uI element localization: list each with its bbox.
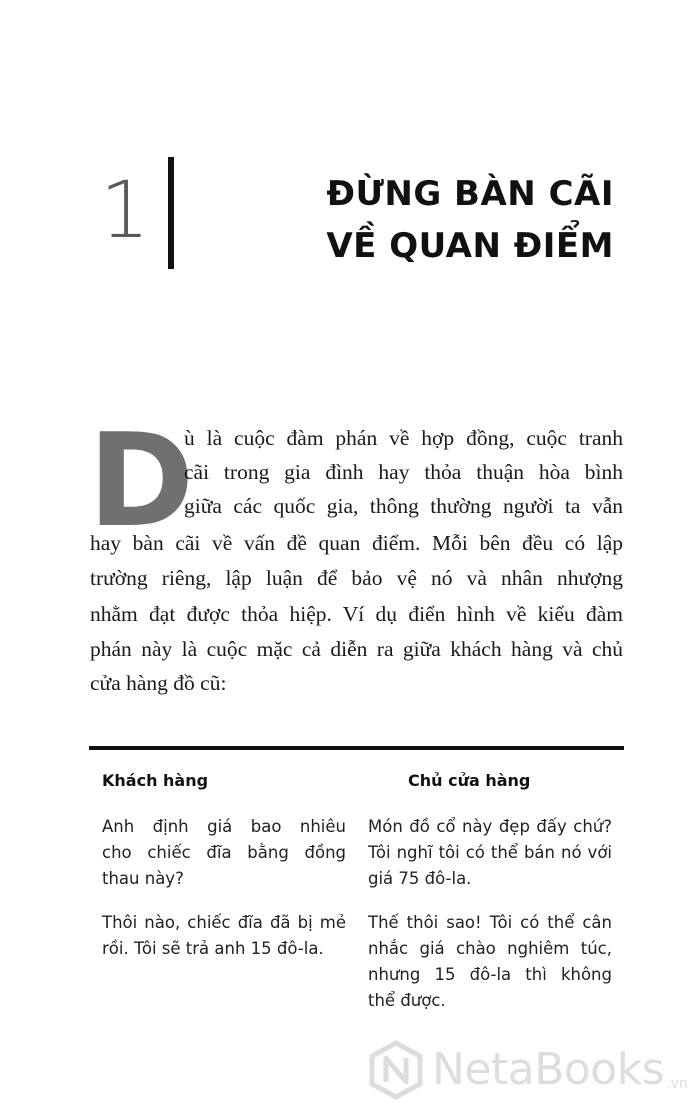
customer-line-1 [102,814,346,892]
customer-line-1-row: thau này? [102,869,184,888]
paragraph-line-3: giữa các quốc gia, thông thường người ta vẫn [184,494,623,518]
chapter-title-line-2: VỀ QUAN ĐIỂM [326,226,614,266]
watermark-suffix: .vn [666,1076,688,1092]
customer-column-header: Khách hàng [102,771,209,790]
owner-line-2-row: thể được. [368,991,446,1010]
watermark [366,1040,688,1100]
owner-column-header: Chủ cửa hàng [408,771,531,790]
owner-line-1-row: Món đồ cổ này đẹp đấy chứ? [368,817,612,836]
netabooks-logo-icon [366,1040,426,1100]
paragraph-line-8: cửa hàng đồ cũ: [90,671,227,695]
chapter-title [326,168,614,272]
drop-cap: D [88,407,195,556]
owner-line-2-row: nhắc giá chào nghiêm túc, [368,939,612,958]
table-top-rule [89,746,624,750]
chapter-divider [168,157,174,269]
owner-line-1 [368,814,612,892]
owner-line-2-row: Thế thôi sao! Tôi có thể cân [368,913,612,932]
paragraph-line-7: phán này là cuộc mặc cả diễn ra giữa khách hàng và chủ [90,637,623,661]
paragraph-line-6: nhằm đạt được thỏa hiệp. Ví dụ điển hình về kiểu đàm [90,602,623,626]
owner-line-2-row: nhưng 15 đô-la thì không [368,965,612,984]
watermark-text: NetaBooks [432,1044,665,1095]
owner-line-1-row: giá 75 đô-la. [368,869,472,888]
paragraph-line-2: cãi trong gia đình hay thỏa thuận hòa bình [184,460,623,484]
chapter-title-line-1: ĐỪNG BÀN CÃI [326,174,614,214]
owner-line-2 [368,910,612,1014]
paragraph-line-4: hay bàn cãi về vấn đề quan điểm. Mỗi bên đều có lập [90,531,623,555]
customer-line-2-row: rồi. Tôi sẽ trả anh 15 đô-la. [102,939,324,958]
customer-line-2 [102,910,346,962]
chapter-number: 1 [100,166,150,256]
customer-line-1-row: cho chiếc đĩa bằng đồng [102,843,346,862]
paragraph-line-5: trường riêng, lập luận để bảo vệ nó và nhân nhượng [90,566,623,590]
owner-line-1-row: Tôi nghĩ tôi có thể bán nó với [368,843,612,862]
paragraph-line-1: ù là cuộc đàm phán về hợp đồng, cuộc tranh [184,426,623,450]
customer-line-1-row: Anh định giá bao nhiêu [102,817,346,836]
customer-line-2-row: Thôi nào, chiếc đĩa đã bị mẻ [102,913,346,932]
